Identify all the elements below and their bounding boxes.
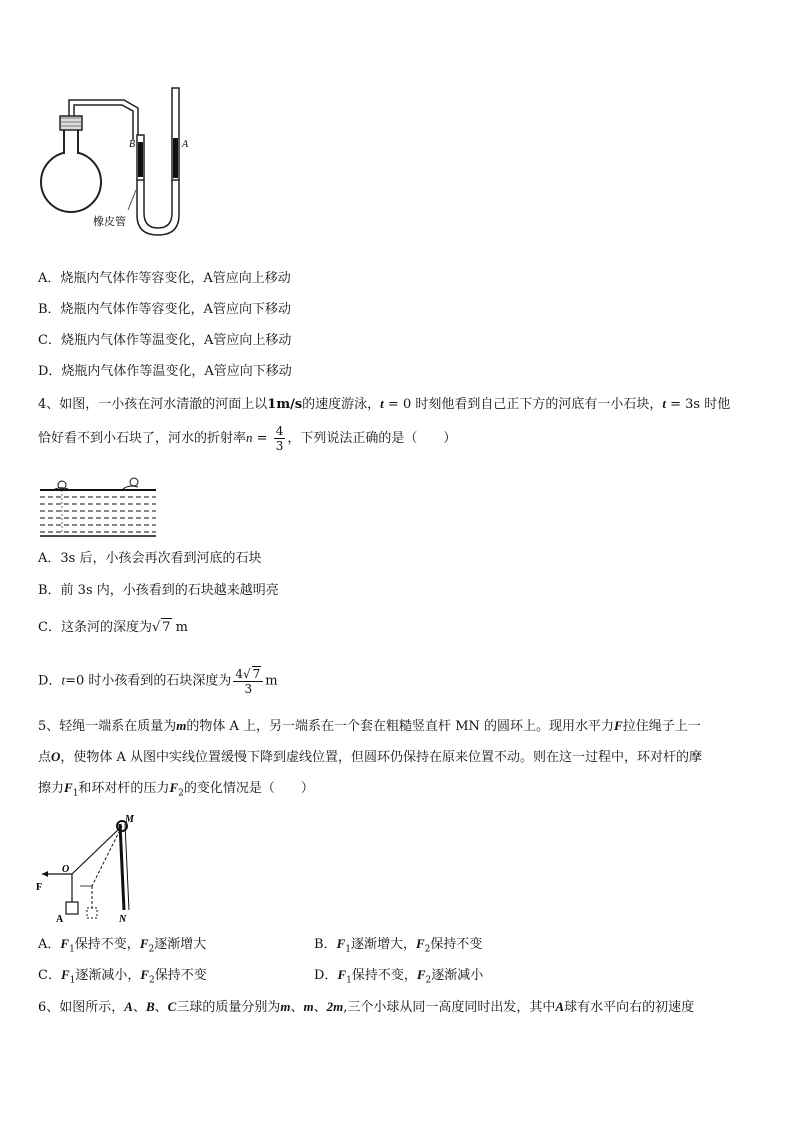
label-B: B — [129, 139, 136, 150]
q5-option-c: C．$F_1$逐渐减小，$F_2$保持不变 — [38, 967, 207, 986]
label-A: A — [56, 914, 64, 925]
q5-option-a: A．$F_1$保持不变，$F_2$逐渐增大 — [38, 936, 207, 955]
rope-rod-figure — [36, 810, 146, 925]
q5-stem-line1: 5、轻绳一端系在质量为m的物体 A 上，另一端系在一个套在粗糙竖直杆 MN 的圆环上。现用水平力F拉住绳子上一 — [38, 718, 701, 734]
flask-u-tube-figure — [36, 80, 196, 250]
label-M: M — [125, 814, 134, 825]
q4-option-d: D．t=0 时小孩看到的石块深度为 $\frac{4√ 7}{3}$ m — [38, 667, 278, 696]
q3-option-d: D．烧瓶内气体作等温变化，A管应向下移动 — [38, 364, 292, 379]
q5-stem-line2: 点O，使物体 A 从图中实线位置缓慢下降到虚线位置，但圆环仍保持在原来位置不动。则在这一过程中，环对杆的摩 — [38, 749, 703, 765]
q5-option-d: D．$F_1$保持不变，$F_2$逐渐减小 — [314, 967, 484, 986]
label-rubber-tube: 橡皮管 — [93, 215, 126, 228]
q3-option-b: B．烧瓶内气体作等容变化，A管应向下移动 — [38, 302, 291, 317]
q4-option-a: A．3s 后，小孩会再次看到河底的石块 — [38, 551, 262, 566]
label-N: N — [119, 914, 127, 925]
label-A: A — [182, 139, 189, 150]
q6-stem-line1: 6、如图所示，A、B、C三球的质量分别为m、m、2m,三个小球从同一高度同时出发，其中A球有水平向右的初速度 — [38, 999, 695, 1015]
q5-option-b: B．$F_1$逐渐增大，$F_2$保持不变 — [314, 936, 483, 955]
label-F: F — [36, 882, 43, 893]
river-figure — [38, 476, 158, 538]
q3-option-a: A．烧瓶内气体作等容变化，A管应向上移动 — [38, 271, 291, 286]
refraction-index-fraction: $\frac{4}{3}$ — [275, 424, 284, 453]
q4-stem-line1: 4、如图，一小孩在河水清澈的河面上以1m/s的速度游泳，t = 0 时刻他看到自己正下方的河底有一小石块，t = 3s 时他 — [38, 396, 731, 412]
q4-option-c: C．这条河的深度为√ 7 m — [38, 620, 188, 635]
q4-option-b: B．前 3s 内，小孩看到的石块越来越明亮 — [38, 583, 279, 598]
q3-option-c: C．烧瓶内气体作等温变化，A管应向上移动 — [38, 333, 292, 348]
q4-stem-line2: 恰好看不到小石块了，河水的折射率n = $\frac{4}{3}$ ，下列说法正确的是（ ） — [38, 424, 457, 453]
q5-stem-line3: 擦力$F_1$和环对杆的压力$F_2$的变化情况是（ ） — [38, 780, 314, 799]
depth-fraction: $\frac{4√ 7}{3}$ — [233, 666, 263, 696]
label-O: O — [62, 864, 70, 875]
